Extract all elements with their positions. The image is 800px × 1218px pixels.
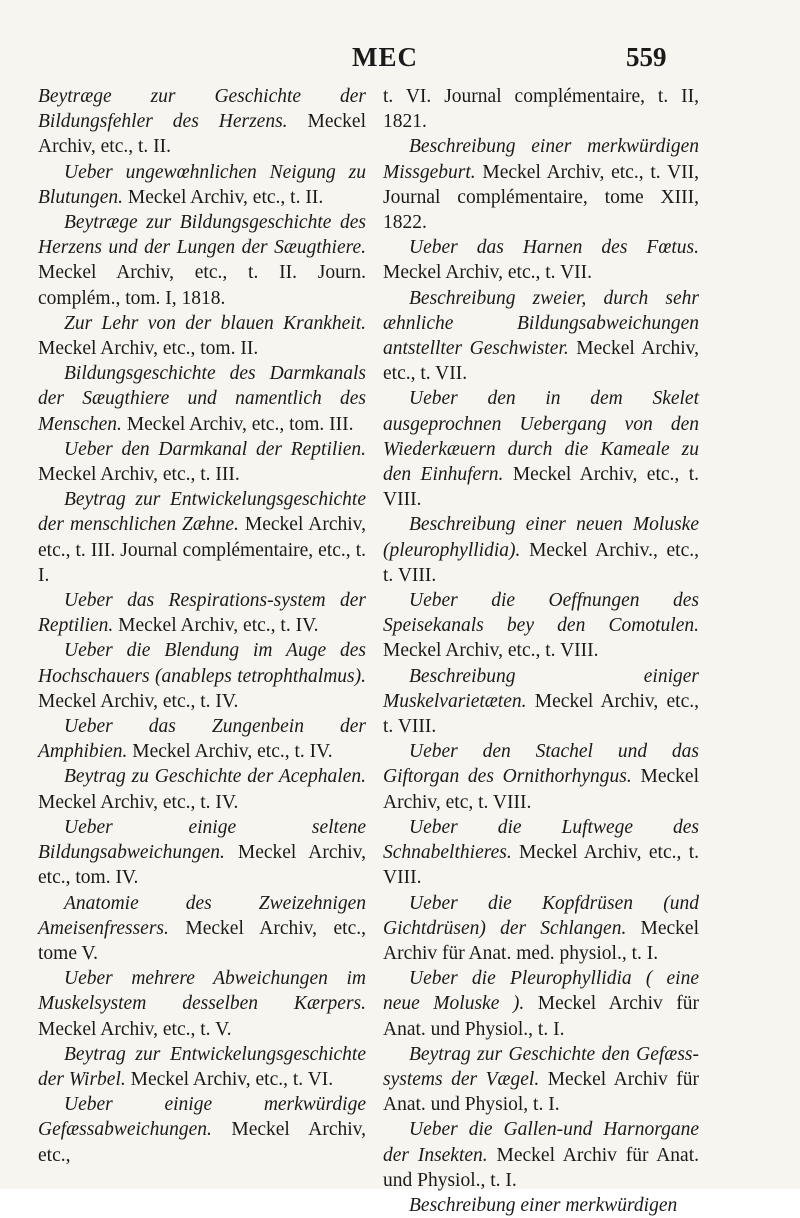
entry-source: Meckel Archiv, etc., t. VIII. — [383, 464, 699, 511]
entry-title: Beschreibung einer neuen Moluske (pleurophyllidia). — [383, 514, 699, 561]
entry-source: Meckel Archiv für Anat. und Physiol., t. I. — [383, 993, 699, 1040]
bibliography-entry — [38, 638, 366, 714]
entry-title: Ueber das Respirations-system der Reptilien. — [38, 590, 366, 637]
entry-title: Bildungsgeschichte des Darmkanals der Sæugthiere und namentlich des Menschen. — [38, 363, 366, 435]
entry-title: Beytrag zur Entwickelungsgeschichte der menschlichen Zæhne. — [38, 489, 366, 536]
entry-source: Meckel Archiv, etc., t. V. — [38, 1018, 232, 1040]
bibliography-entry — [38, 714, 366, 764]
entry-source: Meckel Archiv, etc., t. IV. — [118, 615, 319, 637]
entry-source: t. VI. Journal complémentaire, t. II, 1821. — [383, 86, 699, 133]
bibliography-entry — [383, 286, 699, 387]
bibliography-entry — [38, 487, 366, 588]
bibliography-entry — [383, 84, 699, 134]
entry-title: Ueber den Stachel und das Giftorgan des Ornithorhyngus. — [383, 741, 699, 788]
bibliography-entry — [38, 361, 366, 437]
entry-source: Meckel Archiv, etc., tom. III. — [126, 413, 354, 435]
entry-title: Ueber die Kopfdrüsen (und Gichtdrüsen) der Schlangen. — [383, 892, 699, 939]
bibliography-entry — [38, 160, 366, 210]
entry-source: Meckel Archiv, etc., t. III. Journal complémentaire, etc., t. I. — [38, 514, 367, 586]
entry-title: Beytrag zur Entwickelungsgeschichte der Wirbel. — [38, 1043, 366, 1090]
entry-source: Meckel Archiv, etc., t. II. — [127, 186, 324, 208]
entry-source: Meckel Archiv, etc., tom. IV. — [38, 842, 367, 889]
entry-source: Meckel Archiv, etc., t. VIII. — [383, 690, 700, 738]
right-column — [383, 84, 699, 1218]
bibliography-entry — [383, 1042, 699, 1118]
entry-title: Beschreibung einer merkwürdigen Missgeburt. — [383, 136, 699, 183]
bibliography-entry — [383, 891, 699, 967]
entry-source: Meckel Archiv, etc., — [38, 1119, 367, 1166]
entry-title: Ueber das Zungenbein der Amphibien. — [38, 716, 366, 763]
entry-title: Beytræge zur Bildungsgeschichte des Herzens und der Lungen der Sæugthiere. — [38, 212, 366, 259]
entry-source: Meckel Archiv, etc, t. VIII. — [383, 766, 699, 813]
entry-source: Meckel Archiv, etc., t. VII. — [383, 338, 699, 385]
entry-title: Ueber die Luftwege des Schnabelthieres. — [383, 816, 699, 864]
entry-source: Meckel Archiv, etc., t. VIII. — [383, 640, 599, 662]
bibliography-entry — [38, 84, 366, 160]
entry-title: Beytrag zu Geschichte der Acephalen. — [64, 766, 366, 788]
entry-source: Meckel Archiv, etc., t. IV. — [132, 741, 333, 763]
entry-source: Meckel Archiv, etc., t. II. Journ. complém., tom. I, 1818. — [38, 262, 366, 309]
entry-title: Ueber die Oeffnungen des Speisekanals bey den Comotulen. — [383, 590, 699, 637]
entry-source: Meckel Archiv, etc., t. VII. — [383, 262, 593, 284]
entry-source: Meckel Archiv, etc., t. IV. — [38, 791, 239, 813]
entry-title: Ueber einige merkwürdige Gefæssabweichungen. — [38, 1094, 366, 1141]
bibliography-entry — [383, 815, 699, 891]
bibliography-entry — [383, 235, 699, 285]
entry-title: Beytrag zur Geschichte den Gefæss-systems der Vægel. — [383, 1043, 699, 1090]
entry-title: Beytræge zur Geschichte der Bildungsfehler des Herzens. — [38, 86, 366, 133]
page-number: 559 — [626, 42, 667, 72]
bibliography-entry — [383, 588, 699, 664]
entry-title: Ueber das Harnen des Fœtus. — [409, 237, 699, 259]
bibliography-entry — [383, 966, 699, 1042]
left-column — [38, 84, 366, 1168]
entry-title: Ueber die Gallen-und Harnorgane der Insekten. — [383, 1119, 699, 1166]
entry-source: Meckel Archiv für Anat. und Physiol, t. I. — [383, 1068, 700, 1116]
entry-source: Meckel Archiv, etc., t. VII, Journal complémentaire, tome XIII, 1822. — [383, 161, 700, 234]
entry-title: Ueber einige seltene Bildungsabweichungen. — [38, 816, 366, 864]
bibliography-entry — [38, 588, 366, 638]
entry-title: Beschreibung einiger Muskelvarietæten. — [383, 665, 699, 712]
entry-title: Ueber die Pleurophyllidia ( eine neue Moluske ). — [383, 968, 699, 1015]
entry-title: Ueber ungewœhnlichen Neigung zu Blutungen. — [38, 161, 366, 208]
entry-source: Meckel Archiv., etc., t. VIII. — [383, 539, 699, 586]
entry-source: Meckel Archiv für Anat. med. physiol., t. I. — [383, 917, 699, 964]
entry-title: Ueber mehrere Abweichungen im Muskelsystem desselben Kærpers. — [38, 968, 366, 1015]
entry-title: Beschreibung einer merkwürdigen — [409, 1194, 678, 1216]
entry-title: Beschreibung zweier, durch sehr æhnliche Bildungsabweichungen antstellter Geschwister. — [383, 287, 699, 360]
bibliography-entry — [38, 966, 366, 1042]
entry-source: Meckel Archiv, etc., t. VIII. — [383, 842, 699, 889]
entry-title: Ueber den Darmkanal der Reptilien. — [64, 438, 366, 460]
entry-source: Meckel Archiv, etc., t. II. — [38, 111, 366, 158]
entry-source: Meckel Archiv, etc., t. VI. — [130, 1068, 334, 1090]
bibliography-entry — [38, 1042, 366, 1092]
bibliography-entry — [383, 386, 699, 512]
bibliography-entry — [383, 1117, 699, 1193]
entry-title: Zur Lehr von der blauen Krankheit. — [64, 312, 366, 334]
head-word: MEC — [352, 42, 418, 72]
entry-source: Meckel Archiv, etc., tome V. — [38, 917, 367, 964]
bibliography-entry — [383, 664, 699, 740]
entry-title: Ueber den in dem Skelet ausgeprochnen Uebergang von den Wiederkæuern durch die Kameale zu den Einhufern. — [383, 388, 699, 486]
entry-source: Meckel Archiv, etc., t. IV. — [38, 690, 239, 712]
bibliography-entry — [38, 891, 366, 967]
bibliography-entry — [38, 815, 366, 891]
bibliography-entry — [383, 512, 699, 588]
bibliography-entry — [38, 1092, 366, 1168]
entry-title: Ueber die Blendung im Auge des Hochschauers (anableps tetrophthalmus). — [38, 640, 366, 687]
bibliography-entry — [383, 739, 699, 815]
entry-title: Anatomie des Zweizehnigen Ameisenfressers. — [38, 892, 366, 939]
bibliography-entry — [38, 764, 366, 814]
bibliography-entry — [383, 134, 699, 235]
entry-source: Meckel Archiv, etc., tom. II. — [38, 338, 259, 360]
entry-source: Meckel Archiv, etc., t. III. — [38, 464, 240, 486]
entry-source: Meckel Archiv für Anat. und Physiol., t. I. — [383, 1144, 699, 1191]
bibliography-entry — [38, 210, 366, 311]
bibliography-entry — [38, 437, 366, 487]
running-head — [0, 42, 800, 82]
bibliography-entry — [38, 311, 366, 361]
bibliography-entry — [383, 1193, 699, 1218]
